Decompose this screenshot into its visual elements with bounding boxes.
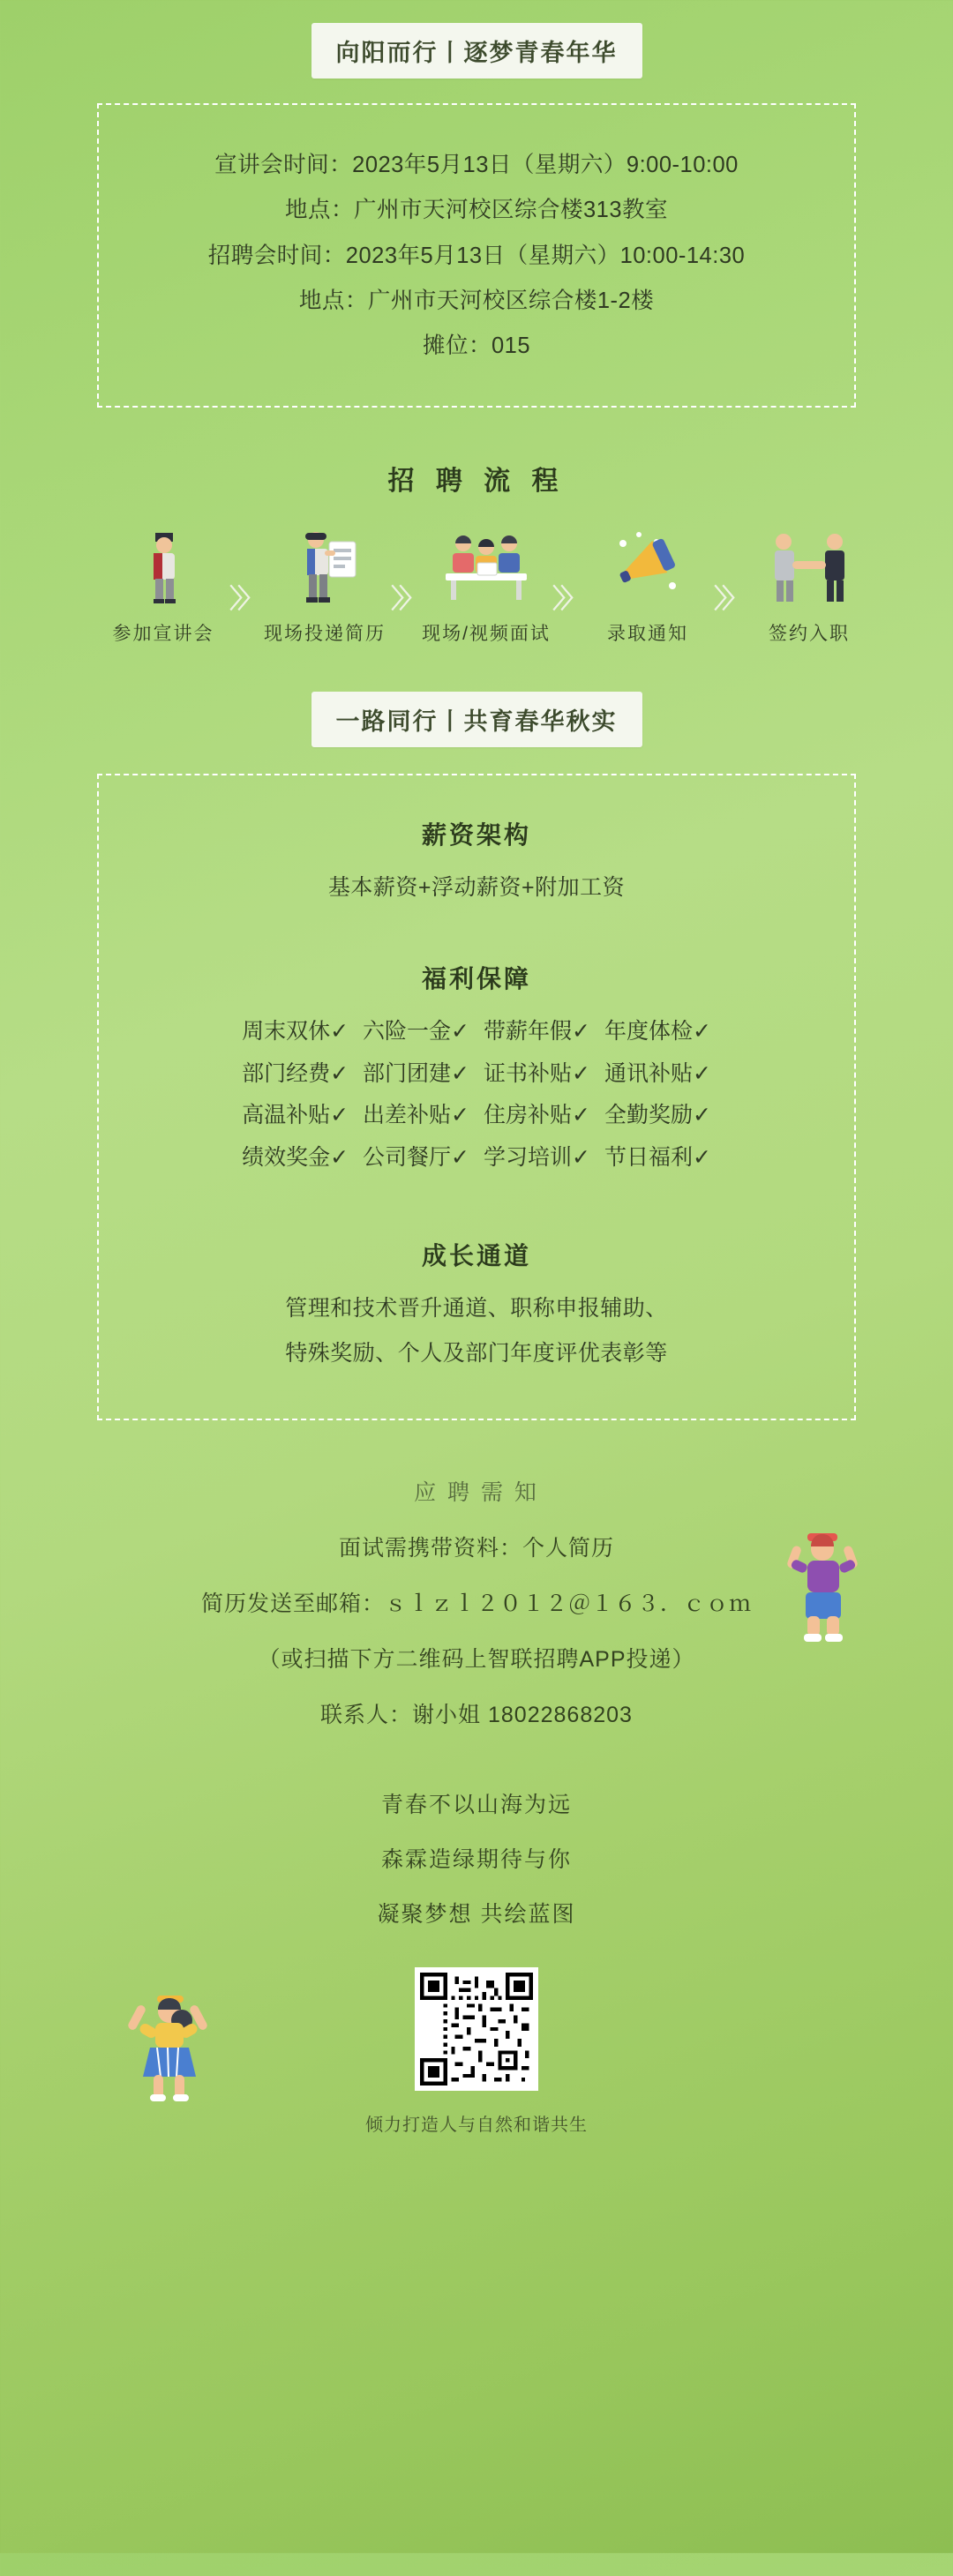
welfare-item-label: 出差补贴	[363, 1103, 452, 1127]
welfare-item	[484, 1053, 590, 1096]
welfare-item-label: 证书补贴	[484, 1060, 573, 1086]
check-icon: ✓	[572, 1019, 590, 1044]
check-icon: ✓	[692, 1019, 711, 1044]
notice-line: 面试需携带资料：个人简历	[338, 1535, 614, 1561]
welfare-item-label: 六险一金	[363, 1019, 452, 1044]
welfare-item	[363, 1095, 469, 1137]
check-icon: ✓	[330, 1103, 349, 1127]
welfare-item-label: 部门团建	[363, 1060, 452, 1086]
welfare-item-label: 节日福利	[604, 1144, 693, 1170]
welfare-item	[484, 1137, 590, 1179]
welfare-row	[125, 1095, 828, 1137]
welfare-item-label: 公司餐厅	[363, 1144, 452, 1170]
event-info-box	[97, 103, 856, 408]
event-info-line: 地点：广州市天河校区综合楼313教室	[284, 198, 669, 223]
welfare-item	[363, 1053, 469, 1096]
welfare-item	[242, 1011, 349, 1053]
top-banner-label: 向阳而行丨逐梦青春年华	[311, 23, 642, 79]
check-icon: ✓	[330, 1060, 349, 1086]
welfare-item	[363, 1137, 469, 1179]
check-icon: ✓	[692, 1144, 711, 1170]
chevron-right-icon: 〉〉	[552, 585, 582, 615]
check-icon: ✓	[451, 1144, 469, 1170]
welfare-item-label: 带薪年假	[484, 1019, 573, 1044]
welfare-item-label: 部门经费	[242, 1060, 331, 1086]
mid-banner	[97, 692, 856, 747]
poster-page	[0, 23, 953, 2576]
welfare-item	[242, 1095, 349, 1137]
check-icon: ✓	[572, 1103, 590, 1127]
notice-line-email: 简历发送至邮箱：ｓｌｚｌ２０１２＠１６３．ｃｏｍ	[200, 1591, 752, 1616]
chevron-right-icon: 〉〉	[714, 585, 743, 615]
welfare-item-label: 学习培训	[484, 1144, 573, 1170]
welfare-item	[484, 1095, 590, 1137]
welfare-item-label: 年度体检	[604, 1019, 693, 1044]
flow-step-label: 现场投递简历	[264, 624, 386, 645]
welfare-row	[125, 1011, 828, 1053]
welfare-item-label: 住房补贴	[484, 1103, 573, 1127]
event-info-line: 地点：广州市天河校区综合楼1-2楼	[298, 288, 655, 313]
slogan-line: 森霖造绿期待与你	[380, 1846, 572, 1872]
welfare-item	[363, 1011, 469, 1053]
growth-line: 管理和技术晋升通道、职称申报辅助、	[285, 1296, 668, 1321]
chevron-right-icon: 〉〉	[229, 585, 259, 615]
notice-line-contact: 联系人：谢小姐 18022868203	[320, 1702, 633, 1727]
check-icon: ✓	[572, 1144, 590, 1170]
runner-illustration-icon	[781, 1523, 878, 1659]
check-icon: ✓	[451, 1103, 469, 1127]
check-icon: ✓	[692, 1060, 711, 1086]
handshake-icon	[743, 524, 875, 603]
welfare-item	[604, 1011, 711, 1053]
welfare-item	[604, 1137, 711, 1179]
welfare-item-label: 高温补贴	[242, 1103, 331, 1127]
flow-step-label: 参加宣讲会	[112, 624, 214, 645]
event-info-line: 宣讲会时间：2023年5月13日（星期六）9:00-10:00	[214, 153, 739, 177]
person-standing-icon	[97, 524, 229, 603]
flow-step-label: 录取通知	[607, 624, 688, 645]
top-banner	[97, 23, 856, 79]
process-flow	[97, 524, 856, 646]
slogan-line: 凝聚梦想 共绘蓝图	[377, 1901, 576, 1927]
notice-title: 应 聘 需 知	[414, 1479, 539, 1505]
welfare-item	[604, 1053, 711, 1096]
benefits-box	[97, 774, 856, 1419]
chevron-right-icon: 〉〉	[391, 585, 420, 615]
growth-title: 成长通道	[421, 1242, 531, 1269]
welfare-item	[604, 1095, 711, 1137]
process-title: 招 聘 流 程	[387, 467, 566, 497]
check-icon: ✓	[692, 1103, 711, 1127]
welfare-item	[242, 1137, 349, 1179]
flow-step-label: 现场/视频面试	[422, 624, 551, 645]
resume-person-icon	[259, 524, 391, 603]
flow-step-1	[97, 524, 229, 646]
welfare-item	[242, 1053, 349, 1096]
check-icon: ✓	[572, 1060, 590, 1086]
flow-step-2	[259, 524, 391, 646]
growth-line: 特殊奖励、个人及部门年度评优表彰等	[285, 1340, 668, 1366]
check-icon: ✓	[451, 1019, 469, 1044]
welfare-row	[125, 1053, 828, 1096]
salary-text: 基本薪资+浮动薪资+附加工资	[327, 875, 626, 901]
jumping-girl-illustration-icon	[115, 1988, 221, 2116]
flow-step-4	[582, 524, 714, 646]
welfare-item-label: 周末双休	[242, 1019, 331, 1044]
qr-code[interactable]	[415, 1967, 538, 2091]
interview-desk-icon	[420, 524, 552, 603]
check-icon: ✓	[330, 1019, 349, 1044]
flow-step-label: 签约入职	[769, 624, 850, 645]
check-icon: ✓	[451, 1060, 469, 1086]
welfare-item	[484, 1011, 590, 1053]
welfare-item-label: 通讯补贴	[604, 1060, 693, 1086]
welfare-item-label: 绩效奖金	[242, 1144, 331, 1170]
salary-title: 薪资架构	[421, 821, 531, 850]
flow-step-5	[743, 524, 875, 646]
welfare-title: 福利保障	[421, 965, 531, 992]
mid-banner-label: 一路同行丨共育春华秋实	[311, 692, 642, 747]
slogan-line: 青春不以山海为远	[380, 1792, 572, 1817]
event-info-line: 摊位：015	[422, 333, 531, 358]
megaphone-icon	[582, 524, 714, 603]
flow-step-3	[420, 524, 552, 646]
event-info-line: 招聘会时间：2023年5月13日（星期六）10:00-14:30	[207, 243, 746, 268]
footer-slogan: 倾力打造人与自然和谐共生	[365, 2115, 588, 2135]
welfare-item-label: 全勤奖励	[604, 1103, 693, 1127]
notice-line: （或扫描下方二维码上智联招聘APP投递）	[258, 1646, 695, 1672]
welfare-row	[125, 1137, 828, 1179]
check-icon: ✓	[330, 1144, 349, 1170]
